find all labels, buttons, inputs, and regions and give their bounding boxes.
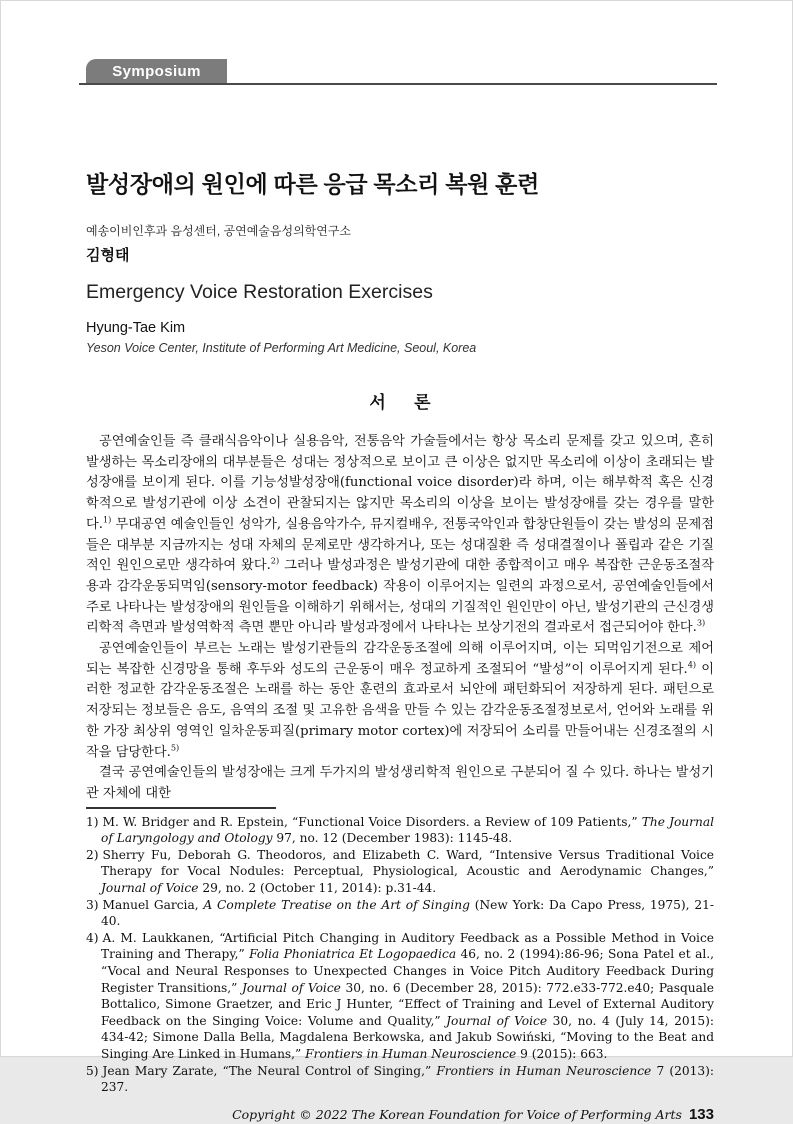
footnote-3-text: Manuel Garcia, A Complete Treatise on the Art of Singing (New York: Da Capo Press, 1975), 21-40.	[101, 897, 714, 929]
symposium-badge-label: Symposium	[112, 62, 201, 80]
footnote-4-marker: 4)	[86, 930, 99, 945]
body-paragraph-1: 공연예술인들 즉 클래식음악이나 실용음악, 전통음악 가술들에서는 항상 목소리 문제를 갖고 있으며, 흔히 발생하는 목소리장애의 대부분들은 성대는 정상적으로 보이고 큰 이상은 없지만 목소리에 이상이 초래되는 발성장애를 보이게 된다. 이를 기능성발성장애(functional voice disorder)라 하며, 이는 해부학적 혹은 신경학적으로 발성기관에 이상 소견이 관찰되지는 않지만 목소리의 이상을 보이는 발성장애를 갖는 경우를 말한다.$^{1)}$ 무대공연 예술인들인 성악가, 실용음악가수, 뮤지컬배우, 전통국악인과 합창단원들이 갖는 발성의 문제점들은 대부분 지금까지는 성대 자체의 문제로만 생각하거나, 또는 성대질환 즉 성대결절이나 폴립과 같은 기질적인 원인으로만 생각하여 왔다.$^{2)}$ 그러나 발성과정은 발성기관에 대한 종합적이고 매우 복잡한 근운동조절작용과 감각운동되먹임(sensory-motor feedback) 작용이 이루어지는 일련의 과정으로서, 공연예술인들에서 주로 나타나는 발성장애의 원인들을 이해하기 위해서는, 성대의 기질적인 원인만이 아닌, 발성기관의 근신경생리학적 측면과 발성역학적 측면 뿐만 아니라 발성과정에서 나타나는 보상기전의 결과로서 접근되어야 한다.$^{3)}$	[86, 434, 714, 636]
header-rule	[79, 83, 717, 85]
footnote-1-text: M. W. Bridger and R. Epstein, “Functional Voice Disorders. a Review of 109 Patients,” The Journal of Laryngology and Otology 97, no. 12 (December 1983): 1145-48.	[101, 814, 714, 846]
body-paragraph-2: 공연예술인들이 부르는 노래는 발성기관들의 감각운동조절에 의해 이루어지며, 이는 되먹임기전으로 제어되는 복잡한 신경망을 통해 후두와 성도의 근운동이 매우 정교하게 조절되어 “발성”이 이루어지게 된다.$^{4)}$ 이러한 정교한 감각운동조절은 노래를 하는 동안 훈련의 효과로서 뇌안에 패턴화되어 저장하게 된다. 패턴으로 저장되는 정보들은 음도, 음역의 조절 및 고유한 음색을 만들 수 있는 감각운동조절정보로서, 언어와 노래를 위한 가장 최상위 영역인 일차운동피질(primary motor cortex)에 저장되어 소리를 만들어내는 신경조절의 시작을 담당한다.$^{5)}$	[86, 641, 714, 760]
copyright-text: Copyright © 2022 The Korean Foundation for Voice of Performing Arts	[232, 1106, 682, 1122]
footnote-4-text: A. M. Laukkanen, “Artificial Pitch Changing in Auditory Feedback as a Possible Method in Voice Training and Therapy,” Folia Phoniatrica Et Logopaedica 46, no. 2 (1994):86-96; Sona Patel et al., “Vocal and Neural Responses to Unexpected Changes in Voice Pitch Auditory Feedback During Register Transitions,” Journal of Voice 30, no. 6 (December 28, 2015): 772.e33-772.e40; Pasquale Bottalico, Simone Graetzer, and Eric J Hunter, “Effect of Training and Level of External Auditory Feedback on the Singing Voice: Volume and Quality,” Journal of Voice 30, no. 4 (July 14, 2015): 434-42; Simone Dalla Bella, Magdalena Berkowska, and Jakub Sowiński, “Moving to the Beat and Singing Are Linked in Humans,” Frontiers in Human Neuroscience 9 (2015): 663.	[101, 930, 715, 1062]
footnote-3	[86, 897, 714, 930]
author-english: Hyung-Tae Kim	[86, 320, 186, 337]
footnote-1	[86, 814, 714, 847]
author-korean: 김형태	[86, 247, 130, 265]
section-heading-introduction: 서 론	[369, 393, 431, 413]
footnote-separator	[86, 807, 276, 809]
footnote-2-marker: 2)	[86, 847, 99, 862]
footnote-3-marker: 3)	[86, 897, 99, 912]
footnote-2	[86, 847, 714, 897]
page-footer	[86, 1106, 714, 1124]
paper-title-korean: 발성장애의 원인에 따른 응급 목소리 복원 훈련	[86, 171, 539, 197]
footnotes-section	[86, 807, 714, 1096]
affiliation-english: Yeson Voice Center, Institute of Performing Art Medicine, Seoul, Korea	[86, 341, 477, 356]
body-paragraph-3: 결국 공연예술인들의 발성장애는 크게 두가지의 발성생리학적 원인으로 구분되어 질 수 있다. 하나는 발성기관 자체에 대한	[86, 765, 715, 801]
footnote-2-text: Sherry Fu, Deborah G. Theodoros, and Elizabeth C. Ward, “Intensive Versus Traditional Voice Therapy for Vocal Nodules: Perceptual, Physiological, Acoustic and Aerodynamic Changes,” Journal of Voice 29, no. 2 (October 11, 2014): p.31-44.	[101, 847, 714, 896]
footnote-5-text: Jean Mary Zarate, “The Neural Control of Singing,” Frontiers in Human Neuroscience 7 (2013): 237.	[101, 1063, 715, 1095]
paper-title-english: Emergency Voice Restoration Exercises	[86, 281, 433, 304]
article-body	[86, 432, 714, 805]
affiliation-korean: 예송이비인후과 음성센터, 공연예술음성의학연구소	[86, 224, 352, 239]
page-number: 133	[688, 1105, 714, 1123]
symposium-badge	[86, 59, 227, 83]
footnote-5-marker: 5)	[86, 1063, 99, 1078]
footnote-5	[86, 1063, 714, 1096]
footnote-1-marker: 1)	[86, 814, 99, 829]
footnote-4	[86, 930, 714, 1063]
